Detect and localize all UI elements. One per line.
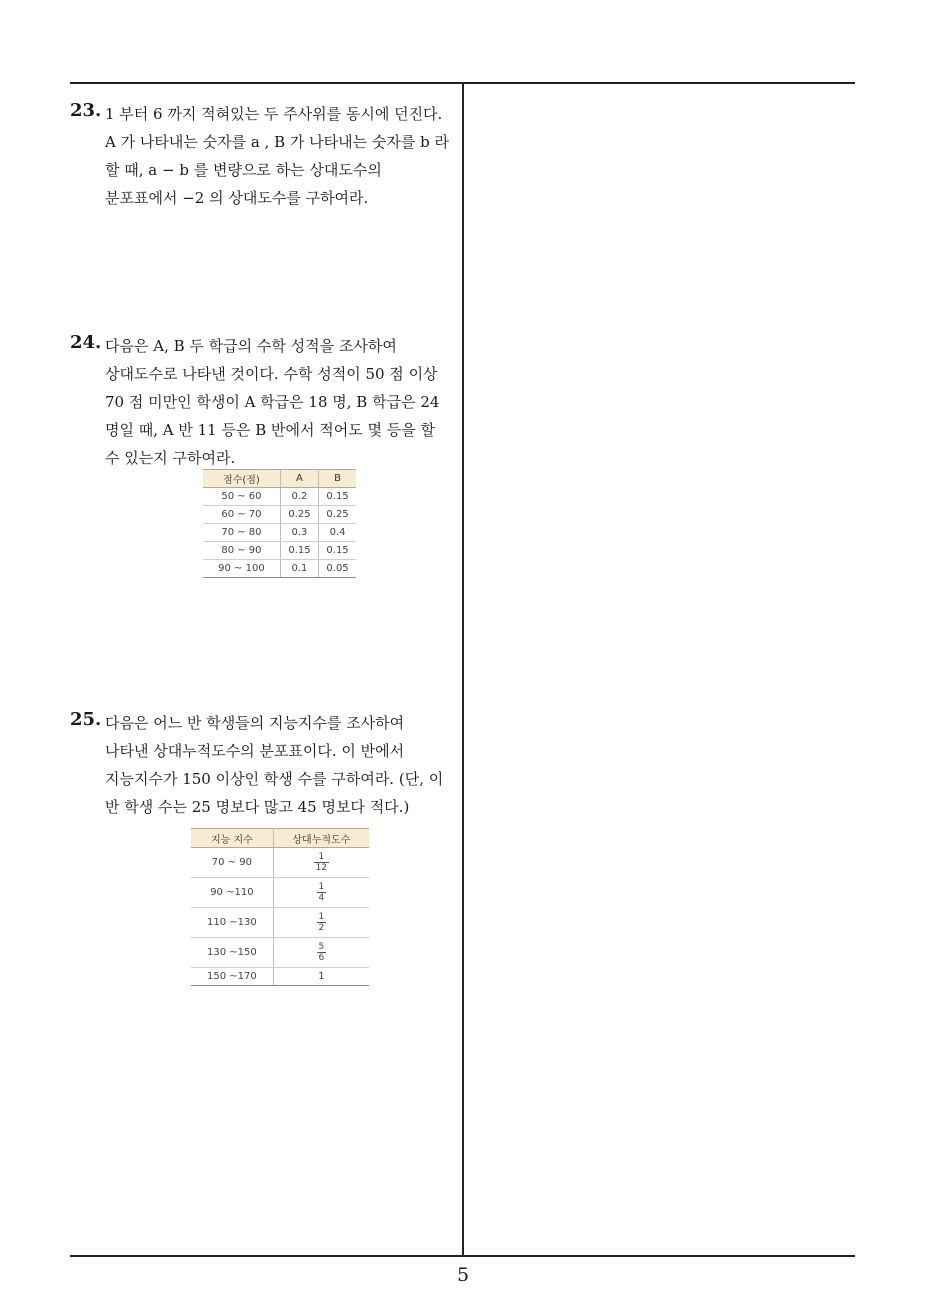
table-row [203,560,356,578]
problem-text [105,709,455,821]
problem-line: 지능지수가 150 이상인 학생 수를 구하여라. (단, 이 [105,770,444,788]
problem-line: 할 때, a − b 를 변량으로 하는 상대도수의 [105,161,382,179]
problem-number: 25. [70,709,102,730]
value-cell: 0.4 [319,524,356,542]
fraction-cell [273,848,369,878]
range-cell: 150 ~170 [191,968,273,986]
problem-line: 다음은 어느 반 학생들의 지능지수를 조사하여 [105,714,405,732]
problem-line: 다음은 A, B 두 학급의 수학 성적을 조사하여 [105,337,397,355]
value-cell: 0.3 [280,524,318,542]
table-row [203,488,356,506]
problem-line: A 가 나타내는 숫자를 a , B 가 나타내는 숫자를 b 라 [105,133,449,151]
problem-line: 분포표에서 −2 의 상대도수를 구하여라. [105,189,369,207]
column-divider [462,83,464,1256]
fraction: $\frac{5}{6}$ [318,942,325,963]
problem-number: 24. [70,332,102,353]
value-cell: 0.25 [319,506,356,524]
fraction: $\frac{1}{4}$ [318,882,325,903]
range-cell: 80 ~ 90 [203,542,280,560]
value-cell: 0.25 [280,506,318,524]
value-cell: 0.15 [319,488,356,506]
table-header: 지능 지수 [191,829,273,848]
value-cell: 0.15 [319,542,356,560]
table-row [203,524,356,542]
table-header: A [280,470,318,488]
table-row [191,968,369,986]
problem-number: 23. [70,100,102,121]
range-cell: 70 ~ 80 [203,524,280,542]
table-row [191,878,369,908]
fraction: $\frac{1}{12}$ [315,852,328,873]
value-cell: 0.2 [280,488,318,506]
problem-line: 1 부터 6 까지 적혀있는 두 주사위를 동시에 던진다. [105,105,443,123]
range-cell: 70 ~ 90 [191,848,273,878]
fraction: $\frac{1}{2}$ [318,912,325,933]
iq-cumulative-relative-frequency-table [191,828,369,986]
fraction-cell [273,878,369,908]
range-cell: 90 ~ 100 [203,560,280,578]
problem-text [105,332,455,472]
page-number: 5 [456,1264,470,1286]
range-cell: 110 ~130 [191,908,273,938]
problem-23 [70,100,455,212]
bottom-rule [70,1255,855,1257]
fraction-cell [273,908,369,938]
value-cell: 0.15 [280,542,318,560]
range-cell: 90 ~110 [191,878,273,908]
problem-25 [70,709,455,821]
table-header: 점수(점) [203,470,280,488]
problem-line: 명일 때, A 반 11 등은 B 반에서 적어도 몇 등을 할 [105,421,436,439]
table-row [191,908,369,938]
problem-line: 70 점 미만인 학생이 A 학급은 18 명, B 학급은 24 [105,393,440,411]
range-cell: 60 ~ 70 [203,506,280,524]
value-cell: 0.1 [280,560,318,578]
range-cell: 130 ~150 [191,938,273,968]
table-row [203,542,356,560]
score-relative-frequency-table [203,469,356,578]
table-row [191,938,369,968]
problem-line: 반 학생 수는 25 명보다 많고 45 명보다 적다.) [105,798,410,816]
value-cell: 1 [273,968,369,986]
table-header: B [319,470,356,488]
problem-line: 수 있는지 구하여라. [105,449,236,467]
fraction-cell [273,938,369,968]
value-cell: 0.05 [319,560,356,578]
problem-text [105,100,455,212]
problem-line: 나타낸 상대누적도수의 분포표이다. 이 반에서 [105,742,405,760]
problem-line: 상대도수로 나타낸 것이다. 수학 성적이 50 점 이상 [105,365,438,383]
table-row [203,506,356,524]
table-header: 상대누적도수 [273,829,369,848]
table-row [191,848,369,878]
range-cell: 50 ~ 60 [203,488,280,506]
problem-24 [70,332,455,472]
